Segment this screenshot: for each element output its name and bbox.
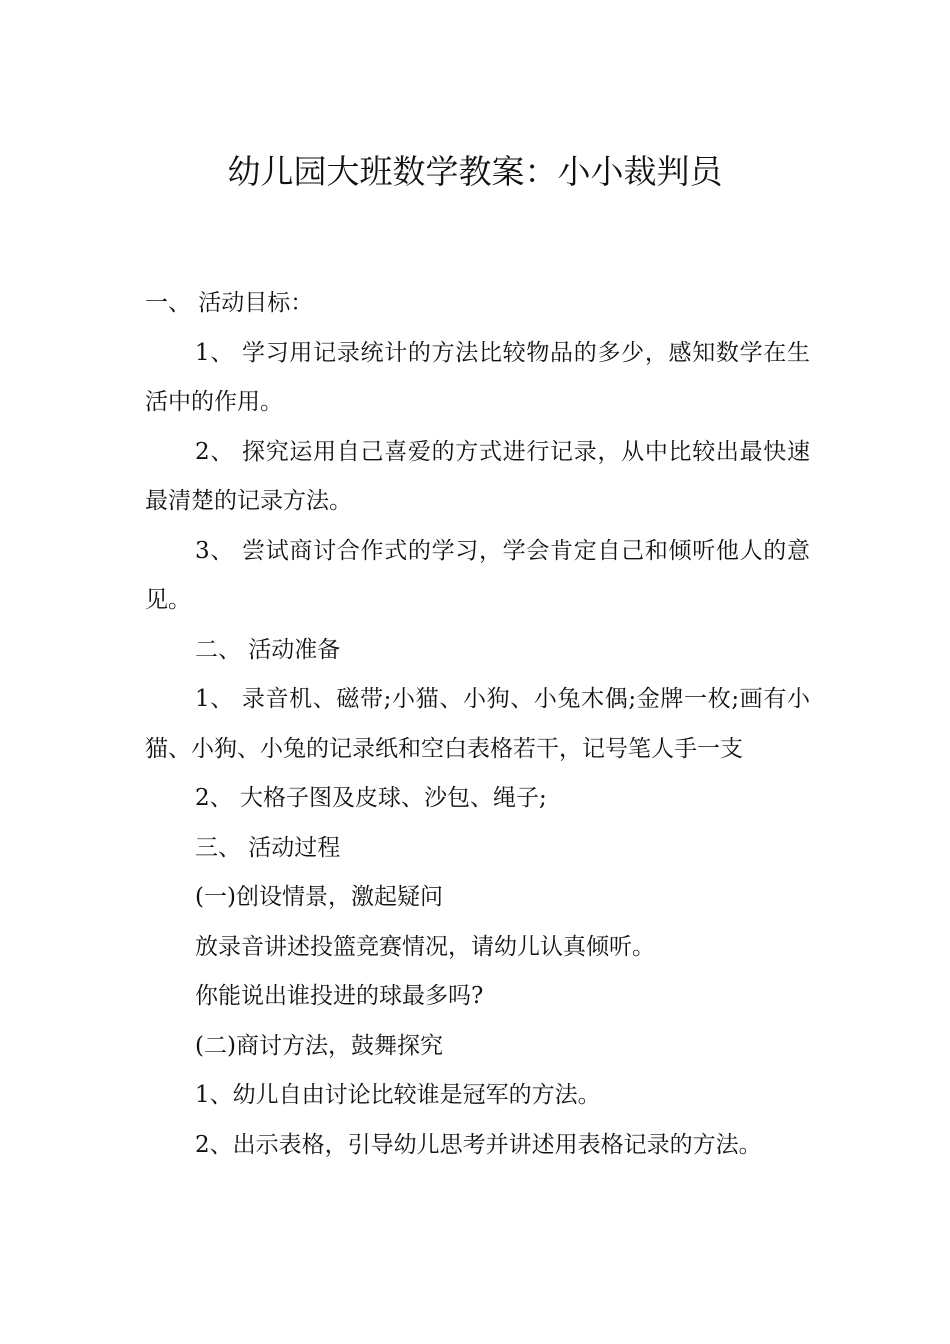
page-title: 幼儿园大班数学教案：小小裁判员 xyxy=(227,152,723,192)
preparation-item-1: 1、 录音机、磁带;小猫、小狗、小兔木偶;金牌一枚;画有小猫、小狗、小兔的记录纸和空白表格若干，记号笔人手一支 xyxy=(145,686,810,762)
process-paragraph: 1、幼儿自由讨论比较谁是冠军的方法。 xyxy=(195,1082,601,1108)
goal-item-1: 1、 学习用记录统计的方法比较物品的多少，感知数学在生活中的作用。 xyxy=(145,339,810,415)
process-paragraph: 放录音讲述投篮竞赛情况，请幼儿认真倾听。 xyxy=(195,933,655,960)
goal-item-2: 2、 探究运用自己喜爱的方式进行记录，从中比较出最快速最清楚的记录方法。 xyxy=(145,438,810,514)
document-body xyxy=(145,279,810,1170)
process-subheading-2: (二)商讨方法，鼓舞探究 xyxy=(195,1032,443,1059)
goal-item-3: 3、 尝试商讨合作式的学习，学会肯定自己和倾听他人的意见。 xyxy=(145,537,810,613)
section-heading-goals: 一、 活动目标： xyxy=(145,290,314,316)
process-paragraph: 2、出示表格，引导幼儿思考并讲述用表格记录的方法。 xyxy=(195,1131,762,1158)
process-paragraph: 你能说出谁投进的球最多吗? xyxy=(195,983,484,1009)
section-heading-preparation: 二、 活动准备 xyxy=(195,636,341,663)
section-heading-process: 三、 活动过程 xyxy=(195,834,341,861)
preparation-item-2: 2、 大格子图及皮球、沙包、绳子; xyxy=(195,785,547,811)
process-subheading-1: (一)创设情景，激起疑问 xyxy=(195,884,443,910)
